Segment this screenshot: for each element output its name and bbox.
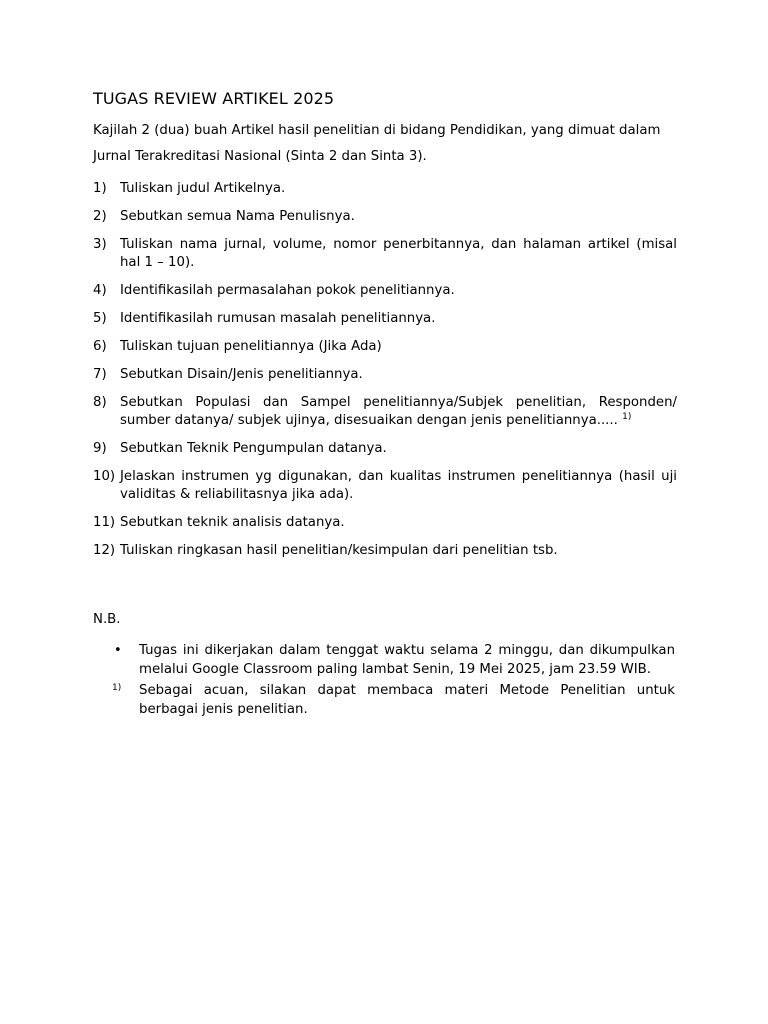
list-item: [93, 366, 677, 384]
list-number: 10): [93, 469, 116, 484]
list-text: Sebutkan semua Nama Penulisnya.: [120, 209, 355, 224]
list-item: [93, 338, 677, 356]
bullet-icon: •: [114, 643, 122, 658]
footnote-marker: 1): [112, 683, 122, 693]
list-text: Tuliskan tujuan penelitiannya (Jika Ada): [120, 339, 382, 354]
list-item: [93, 394, 677, 430]
nb-label: N.B.: [93, 612, 121, 627]
list-text: Tuliskan judul Artikelnya.: [120, 181, 286, 196]
list-text: Sebutkan Populasi dan Sampel penelitiannya/Subjek penelitian, Responden/ sumber datanya/ subjek ujinya, disesuaikan dengan jenis penelitiannya.....: [120, 395, 677, 428]
note-text: Sebagai acuan, silakan dapat membaca materi Metode Penelitian untuk berbagai jenis penelitian.: [139, 683, 675, 717]
list-item: [93, 440, 677, 458]
list-number: 1): [93, 181, 107, 196]
note-item: [112, 682, 675, 719]
list-text: Tuliskan ringkasan hasil penelitian/kesimpulan dari penelitian tsb.: [120, 543, 558, 558]
list-number: 9): [93, 441, 107, 456]
list-number: 7): [93, 367, 107, 382]
note-item: [112, 642, 675, 679]
list-text: Sebutkan teknik analisis datanya.: [120, 515, 345, 530]
intro-paragraph: Kajilah 2 (dua) buah Artikel hasil penelitian di bidang Pendidikan, yang dimuat dalam Jurnal Terakreditasi Nasional (Sinta 2 dan Sinta 3).: [93, 123, 661, 164]
list-number: 4): [93, 283, 107, 298]
list-number: 8): [93, 395, 107, 410]
list-item: [93, 542, 677, 560]
list-item: [93, 180, 677, 198]
list-number: 3): [93, 237, 107, 252]
list-item: [93, 208, 677, 226]
list-number: 5): [93, 311, 107, 326]
document-title: TUGAS REVIEW ARTIKEL 2025: [93, 89, 335, 108]
list-number: 6): [93, 339, 107, 354]
footnote-reference: 1): [622, 412, 632, 422]
list-item: [93, 514, 677, 532]
list-number: 2): [93, 209, 107, 224]
task-list: [93, 180, 677, 570]
list-item: [93, 468, 677, 504]
list-text: Jelaskan instrumen yg digunakan, dan kualitas instrumen penelitiannya (hasil uji validitas & reliabilitasnya jika ada).: [120, 469, 677, 502]
list-text: Identifikasilah permasalahan pokok penelitiannya.: [120, 283, 455, 298]
list-item: [93, 236, 677, 272]
list-number: 12): [93, 543, 116, 558]
list-item: [93, 310, 677, 328]
list-item: [93, 282, 677, 300]
notes-list: [112, 642, 675, 722]
list-number: 11): [93, 515, 116, 530]
list-text: Sebutkan Teknik Pengumpulan datanya.: [120, 441, 387, 456]
note-text: Tugas ini dikerjakan dalam tenggat waktu selama 2 minggu, dan dikumpulkan melalui Google Classroom paling lambat Senin, 19 Mei 2025, jam 23.59 WIB.: [139, 643, 675, 677]
list-text: Tuliskan nama jurnal, volume, nomor penerbitannya, dan halaman artikel (misal hal 1 – 10).: [120, 237, 677, 270]
list-text: Identifikasilah rumusan masalah penelitiannya.: [120, 311, 436, 326]
list-text: Sebutkan Disain/Jenis penelitiannya.: [120, 367, 363, 382]
